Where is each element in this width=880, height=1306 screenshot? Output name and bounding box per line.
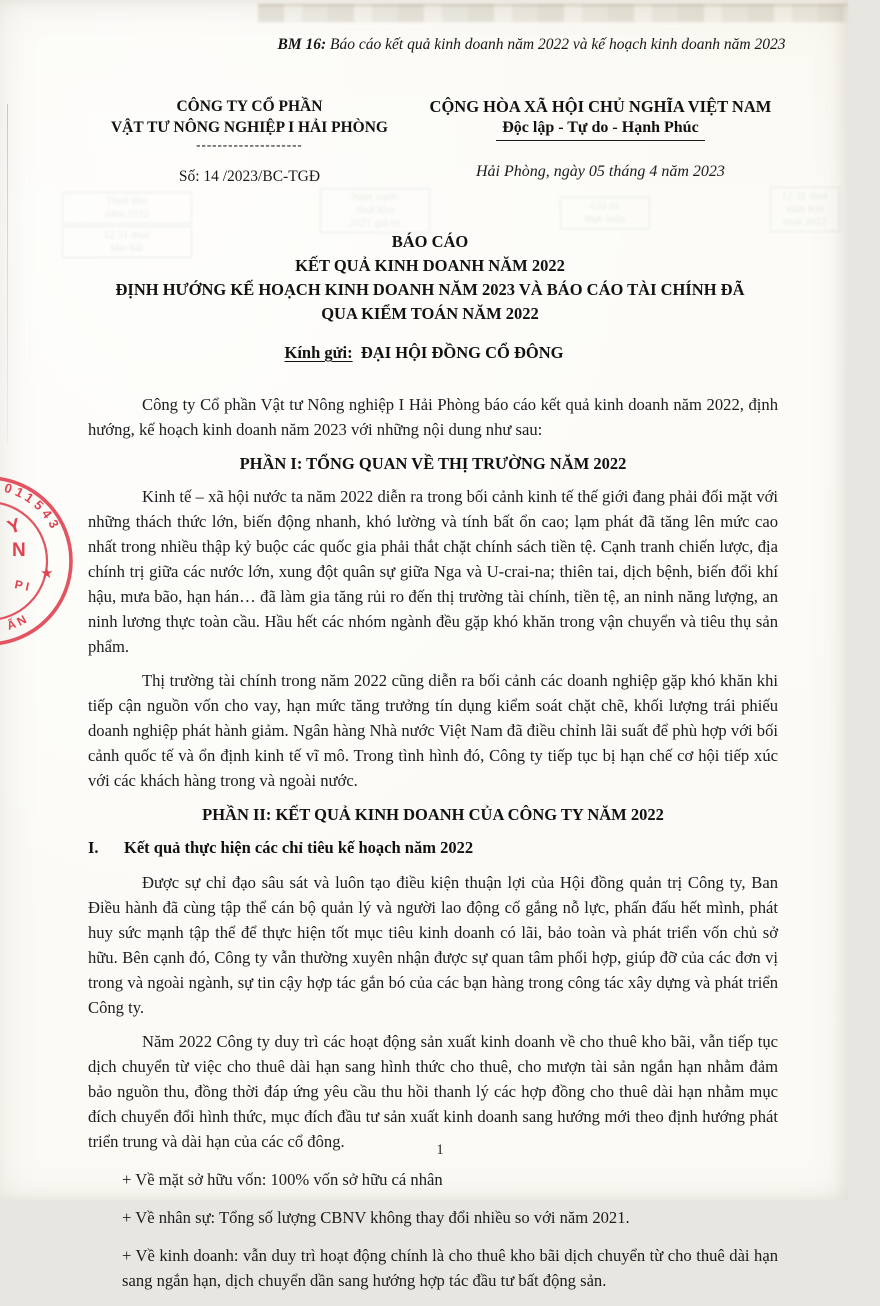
bleed-through-artifact: Năm trước thuê kho 2021 giá trị [320,186,430,235]
part1-heading: PHẦN I: TỔNG QUAN VỀ THỊ TRƯỜNG NĂM 2022 [239,454,627,473]
report-title-line3: ĐỊNH HƯỚNG KẾ HOẠCH KINH DOANH NĂM 2023 VÀ BÁO CÁO TÀI CHÍNH ĐÃ [115,280,745,299]
seal-star-icon: ★ [40,566,54,582]
place-date-line: Hải Phòng, ngày 05 tháng 4 năm 2023 [476,163,725,180]
section1-title: Kết quả thực hiện các chỉ tiêu kế hoạch năm 2022 [124,838,474,857]
svg-text:011543 [3,480,64,534]
part2-paragraph1: Được sự chỉ đạo sâu sát và luôn tạo điều kiện thuận lợi của Hội đồng quản trị Công ty, Ban Điều hành đã cùng tập thể cán bộ quản lý và người lao động cố gắng nỗ lực, phấn đấu hết mình, phát huy sức mạnh tập thể để thực hiện tốt mục tiêu kinh doanh có lãi, bảo toàn và phát triển vốn chủ sở hữu. Bên cạnh đó, Công ty vẫn thường xuyên nhận được sự quan tâm phối hợp, giúp đỡ của các đơn vị trong và ngoài ngành, sự tin cậy hợp tác gắn bó của các bạn hàng trong công tác xây dựng và phát triển Công ty. [88,873,778,1017]
report-title-line2: KẾT QUẢ KINH DOANH NĂM 2022 [295,256,565,275]
seal-registration-digits: 011543 [2,480,64,535]
part1-paragraph1: Kinh tế – xã hội nước ta năm 2022 diễn ra trong bối cảnh kinh tế thế giới đang phải đối mặt với những thách thức lớn, biến động nhanh, khó lường và tính bất ổn cao; lạm phát đã tăng lên mức cao nhất trong nhiều thập kỷ buộc các quốc gia phải thắt chặt chính sách tiền tệ. Cạnh tranh chiến lược, địa chính trị giữa các nước lớn, xung đột quân sự giữa Nga và U-crai-na; thiên tai, dịch bệnh, biến đổi khí hậu, mưa bão, hạn hán… đã làm gia tăng rủi ro đến thị trường tài chính, tiền tệ, an ninh năng lượng, an ninh lương thực toàn cầu. Hầu hết các nhóm ngành đều gặp khó khăn trong vận chuyển và tiêu thụ sản phẩm. [88,487,778,656]
national-motto-block [411,96,790,186]
salutation-recipient: ĐẠI HỘI ĐỒNG CỔ ĐÔNG [352,343,564,362]
salutation-label: Kính gửi: [284,343,353,362]
bullet-business: + Về kinh doanh: vẫn duy trì hoạt động chính là cho thuê kho bãi dịch chuyển từ cho thuê dài hạn sang ngắn hạn, dịch chuyển dần sang hướng hợp tác đầu tư bất động sản. [122,1246,778,1290]
form-reference-line [0,36,848,54]
bullet-personnel: + Về nhân sự: Tổng số lượng CBNV không thay đổi nhiều so với năm 2021. [122,1208,630,1227]
paper-fold-line [7,104,8,444]
form-title: Báo cáo kết quả kinh doanh năm 2022 và kế hoạch kinh doanh năm 2023 [326,36,786,53]
page-number: 1 [436,1142,444,1158]
document-body [88,392,778,1306]
red-seal-stamp [0,468,100,658]
report-title-line1: BÁO CÁO [391,232,469,251]
bleed-through-top-band [258,4,848,22]
seal-inner-letter-1: Y [5,514,24,539]
svg-text:ẤN [5,611,32,633]
salutation-line [0,343,848,363]
company-name-line2: VẬT TƯ NÔNG NGHIỆP I HẢI PHÒNG [110,119,388,136]
document-header [88,96,790,186]
bullet-ownership: + Về mặt sở hữu vốn: 100% vốn sở hữu cá nhân [122,1170,443,1189]
national-title: CỘNG HÒA XÃ HỘI CHỦ NGHĨA VIỆT NAM [429,97,772,116]
bleed-through-artifact: 12 31 thuê năm KH thuê 2022 [770,185,840,234]
section1-heading [88,835,778,860]
seal-bottom-letters: ẤN [5,610,32,633]
issuer-block [88,96,411,186]
header-divider: -------------------- [196,137,303,152]
document-number: Số: 14 /2023/BC-TGĐ [178,168,321,185]
seal-inner-letters-pi: P I [13,577,31,594]
part2-heading: PHẦN II: KẾT QUẢ KINH DOANH CỦA CÔNG TY NĂM 2022 [202,805,664,824]
seal-inner-letter-2: N [12,540,26,561]
intro-paragraph: Công ty Cổ phần Vật tư Nông nghiệp I Hải Phòng báo cáo kết quả kinh doanh năm 2022, định hướng, kế hoạch kinh doanh năm 2023 với những nội dung như sau: [88,395,778,439]
section1-number: I. [88,838,99,857]
part1-paragraph2: Thị trường tài chính trong năm 2022 cũng diễn ra bối cảnh các doanh nghiệp gặp khó khăn khi tiếp cận nguồn vốn cho vay, hạn mức tăng trưởng tín dụng kiểm soát chặt chẽ, khối lượng trái phiếu doanh nghiệp phát hành giảm. Ngân hàng Nhà nước Việt Nam đã điều chỉnh lãi suất để phù hợp với bối cảnh quốc tế và ổn định kinh tế vĩ mô. Trong tình hình đó, Công ty tiếp tục bị hạn chế cơ hội tiếp xúc với các khách hàng trong và ngoài nước. [88,671,778,790]
company-name-line1: CÔNG TY CỔ PHẦN [176,98,323,115]
part2-paragraph2: Năm 2022 Công ty duy trì các hoạt động sản xuất kinh doanh về cho thuê kho bãi, vẫn tiếp tục dịch chuyển từ việc cho thuê dài hạn sang hình thức cho thuê, cho mượn tài sản ngắn hạn nhằm đảm bảo nguồn thu, đồng thời đáp ứng yêu cầu thu hồi thanh lý các hợp đồng cho thuê dài hạn nhằm mục đích chuyển đổi hình thức, mục đích đầu tư sản xuất kinh doanh sang hướng mới theo định hướng phát triển trung và dài hạn của các cổ đông. [88,1032,778,1151]
form-code: BM 16: [277,36,327,53]
national-motto: Độc lập - Tự do - Hạnh Phúc [496,119,704,141]
bleed-through-artifact: Giá trị thực hiện [560,195,650,231]
bleed-through-artifact: Thuê kho năm 2022 12 31 thuê kho bãi [62,190,192,260]
report-title-line4: QUA KIỂM TOÁN NĂM 2022 [321,304,539,323]
report-title [60,230,800,326]
